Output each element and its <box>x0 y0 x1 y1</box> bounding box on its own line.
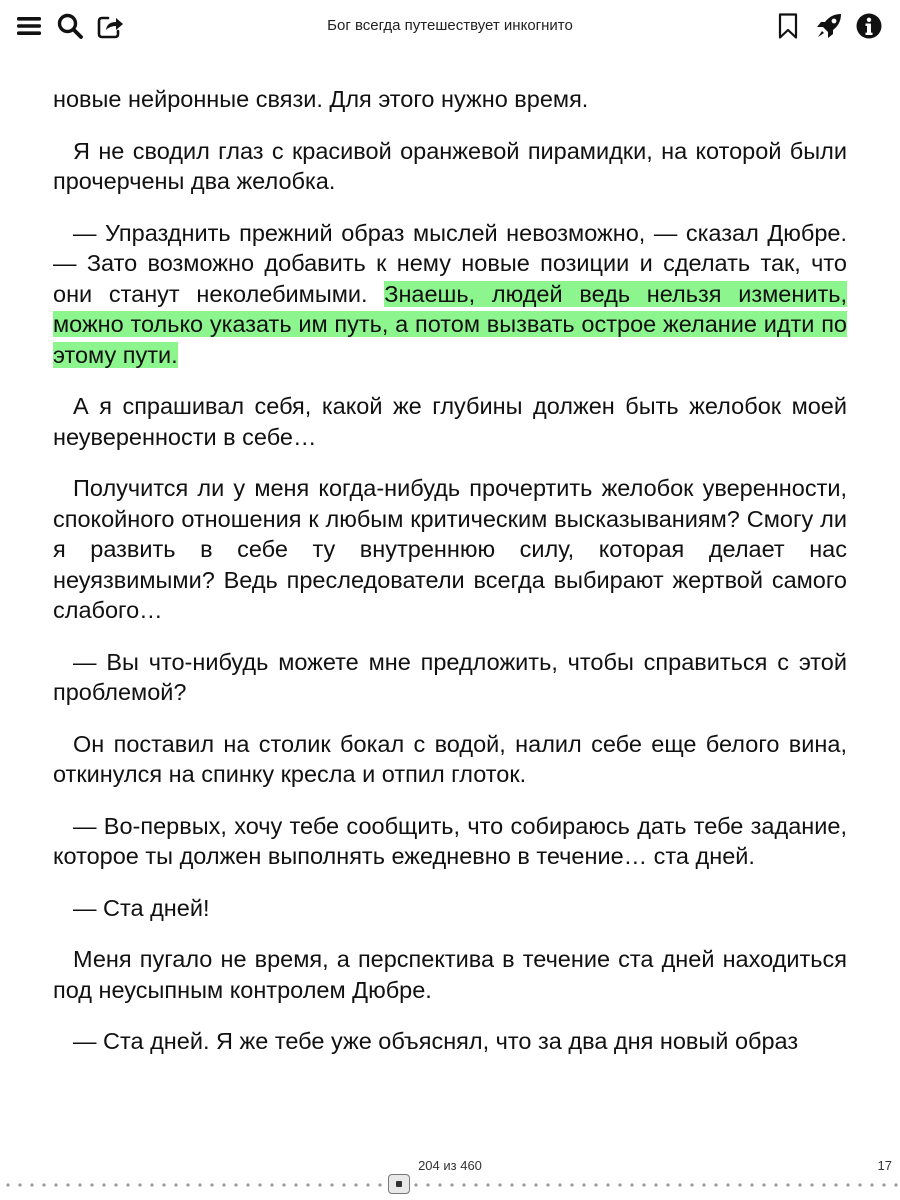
rocket-icon[interactable] <box>813 10 845 42</box>
page-position-label: 204 из 460 <box>418 1158 482 1173</box>
share-icon[interactable] <box>95 10 127 42</box>
page-scrubber-thumb[interactable] <box>388 1174 410 1194</box>
paragraph: — Во-первых, хочу тебе сообщить, что собираюсь дать тебе задание, которое ты должен выполнять ежедневно в течение… ста дней. <box>53 812 847 869</box>
paragraph: Я не сводил глаз с красивой оранжевой пирамидки, на которой были прочерчены два желобка. <box>53 137 847 194</box>
page-scrubber[interactable] <box>0 1179 900 1191</box>
paragraph: Получится ли у меня когда-нибудь прочертить желобок уверенности, спокойного отношения к любым критическим высказываниям? Смогу ли я развить в себе ту внутреннюю силу, которая делает нас неуязвимыми? Ведь преследователи всегда выбирают жертвой самого слабого… <box>53 475 847 623</box>
bookmark-icon[interactable] <box>772 10 804 42</box>
search-icon[interactable] <box>54 10 86 42</box>
paragraph: — Ста дней! <box>73 894 210 921</box>
paragraph: новые нейронные связи. Для этого нужно время. <box>53 86 589 112</box>
paragraph: Меня пугало не время, а перспектива в течение ста дней находиться под неусыпным контролем Дюбре. <box>53 946 847 1003</box>
paragraph: А я спрашивал себя, какой же глубины должен быть желобок моей неуверенности в себе… <box>53 393 847 450</box>
paragraph: — Ста дней. Я же тебе уже объяснял, что за два дня новый образ <box>73 1028 799 1054</box>
book-page-text <box>53 84 847 1078</box>
paragraph-text: — Упразднить прежний образ мыслей невозможно, — сказал Дюбре. — Зато возможно добавить к нему новые позиции и сделать так, что они станут неколебимыми. <box>53 219 847 307</box>
highlighted-text[interactable]: Знаешь, людей ведь нельзя изменить, можно только указать им путь, а потом вызвать острое желание идти по этому пути. <box>53 280 847 368</box>
page-number: 17 <box>877 1158 892 1173</box>
paragraph <box>53 218 847 371</box>
info-icon[interactable] <box>853 10 885 42</box>
paragraph: — Вы что-нибудь можете мне предложить, чтобы справиться с этой проблемой? <box>53 648 847 705</box>
menu-icon[interactable] <box>13 10 45 42</box>
reader-toolbar <box>0 0 900 56</box>
page-footer <box>0 1150 900 1200</box>
book-title: Бог всегда путешествует инкогнито <box>327 17 573 34</box>
paragraph: Он поставил на столик бокал с водой, налил себе еще белого вина, откинулся на спинку кресла и отпил глоток. <box>53 730 847 787</box>
